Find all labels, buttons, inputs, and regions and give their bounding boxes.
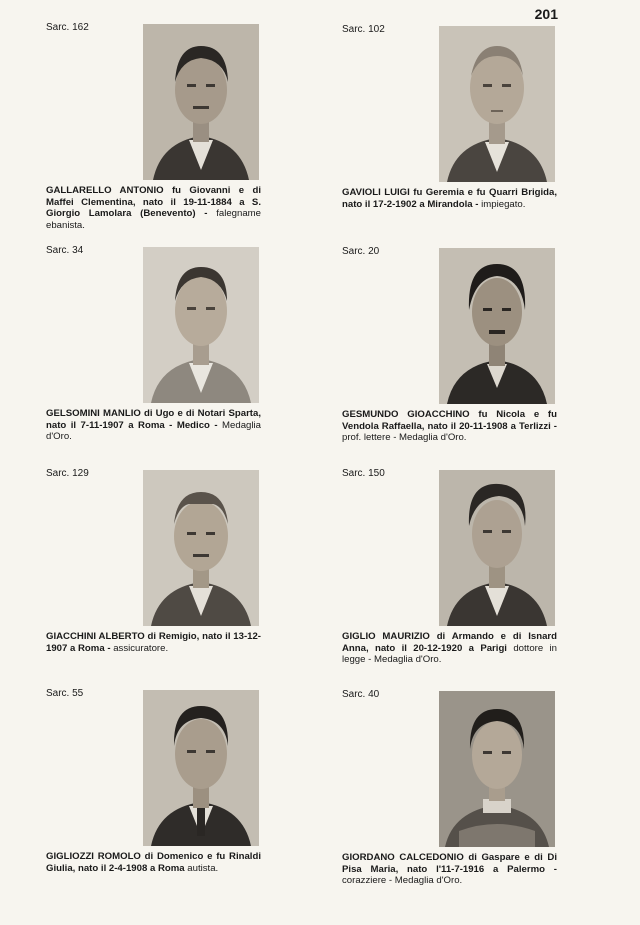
portrait-photo — [439, 26, 555, 182]
portrait-photo — [143, 690, 259, 846]
caption-name: GAVIOLI LUIGI fu Geremia e fu Quarri Brigida, nato il 17-2-1902 a Mirandola - — [342, 187, 557, 210]
sarc-number: Sarc. 20 — [342, 246, 380, 257]
entry-caption — [46, 185, 261, 231]
caption-details: dottore in legge - Medaglia d'Oro. — [342, 642, 557, 665]
caption-details: impiegato. — [478, 198, 526, 210]
portrait-photo — [143, 24, 259, 180]
entry-caption — [342, 409, 557, 444]
entry-caption — [342, 187, 557, 210]
sarc-number: Sarc. 34 — [46, 245, 84, 256]
sarc-number: Sarc. 55 — [46, 688, 84, 699]
sarc-number: Sarc. 102 — [342, 24, 385, 35]
caption-name: GALLARELLO ANTONIO fu Giovanni e di Maffei Clementina, nato il 19-11-1884 a S. Giorgio Lamolara (Benevento) - — [46, 185, 261, 219]
caption-details: assicuratore. — [110, 642, 169, 654]
portrait-photo — [439, 248, 555, 404]
page-number: 201 — [534, 6, 558, 22]
caption-details: corazziere - Medaglia d'Oro. — [342, 875, 463, 886]
caption-name: GIGLIOZZI ROMOLO di Domenico e fu Rinaldi Giulia, nato il 2-4-1908 a Roma — [46, 851, 261, 874]
caption-name: GIORDANO CALCEDONIO di Gaspare e di Di Pisa Maria, nato l'11-7-1916 a Palermo - — [342, 852, 557, 875]
sarc-number: Sarc. 129 — [46, 468, 89, 479]
entry-caption — [342, 852, 557, 887]
entry-caption — [46, 408, 261, 443]
entry-caption — [46, 631, 261, 654]
portrait-photo — [439, 691, 555, 847]
caption-details: autista. — [184, 862, 219, 874]
entry-caption — [46, 851, 261, 874]
caption-name: GIGLIO MAURIZIO di Armando e di Isnard Anna, nato il 20-12-1920 a Parigi — [342, 631, 557, 654]
caption-details: falegname ebanista. — [46, 208, 261, 231]
sarc-number: Sarc. 150 — [342, 468, 385, 479]
caption-name: GESMUNDO GIOACCHINO fu Nicola e fu Vendola Raffaella, nato il 20-11-1908 a Terlizzi - — [342, 409, 557, 432]
caption-details: prof. lettere - Medaglia d'Oro. — [342, 432, 467, 443]
caption-name: GIACCHINI ALBERTO di Remigio, nato il 13-12-1907 a Roma - — [46, 631, 261, 654]
sarc-number: Sarc. 40 — [342, 689, 380, 700]
sarc-number: Sarc. 162 — [46, 22, 89, 33]
entry-caption — [342, 631, 557, 666]
caption-details: Medaglia d'Oro. — [46, 419, 261, 442]
portrait-photo — [143, 247, 259, 403]
portrait-photo — [143, 470, 259, 626]
portrait-photo — [439, 470, 555, 626]
caption-name: GELSOMINI MANLIO di Ugo e di Notari Sparta, nato il 7-11-1907 a Roma - Medico - — [46, 408, 261, 431]
